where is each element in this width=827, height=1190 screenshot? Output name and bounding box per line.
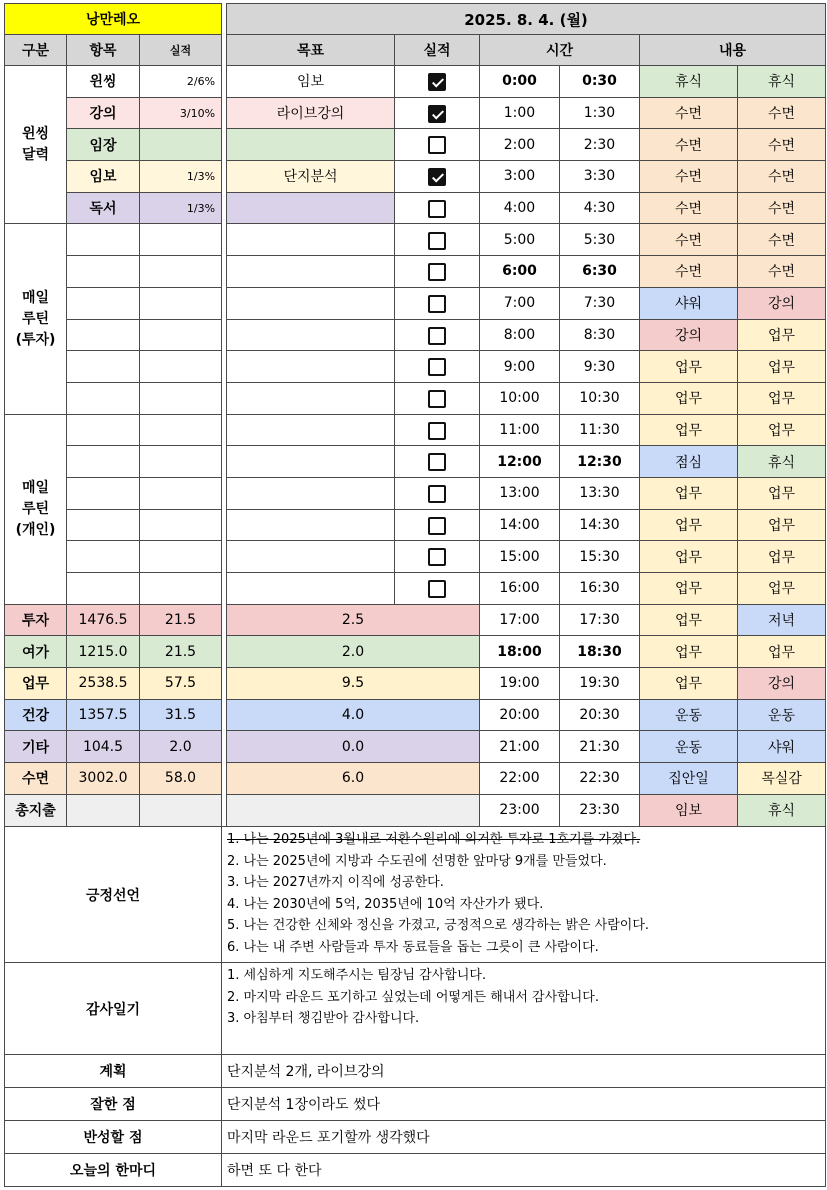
text-line: 4. 나는 2030년에 5억, 2035년에 10억 자산가가 됐다. (227, 896, 544, 912)
activity-first: 운동 (640, 699, 738, 731)
empty-checkbox[interactable] (428, 422, 446, 440)
check-cell[interactable] (395, 319, 480, 351)
check-cell[interactable] (395, 351, 480, 383)
check-cell[interactable] (395, 446, 480, 478)
journal-table (4, 826, 826, 1187)
time-start: 19:00 (480, 668, 560, 700)
summary-goal: 0.0 (227, 731, 480, 763)
check-cell[interactable] (395, 477, 480, 509)
time-start: 22:00 (480, 763, 560, 795)
time-start: 21:00 (480, 731, 560, 763)
activity-second: 업무 (738, 477, 826, 509)
activity-second: 강의 (738, 668, 826, 700)
routine-item (67, 319, 140, 351)
goal-cell (227, 541, 395, 573)
time-start: 5:00 (480, 224, 560, 256)
header-content: 내용 (640, 35, 826, 66)
summary-goal: 9.5 (227, 668, 480, 700)
text-line: 5. 나는 건강한 신체와 정신을 가졌고, 긍정적으로 생각하는 밝은 사람이다. (227, 918, 650, 933)
activity-second: 강의 (738, 287, 826, 319)
plan-label: 계획 (5, 1055, 222, 1088)
routine-result (140, 477, 222, 509)
check-cell[interactable] (395, 541, 480, 573)
time-start: 13:00 (480, 477, 560, 509)
routine-result (140, 541, 222, 573)
empty-checkbox[interactable] (428, 548, 446, 566)
summary-label: 투자 (5, 604, 67, 636)
routine-item (67, 287, 140, 319)
winsing-result (140, 129, 222, 161)
activity-second: 업무 (738, 351, 826, 383)
goal-cell (227, 129, 395, 161)
routine-result (140, 319, 222, 351)
check-cell[interactable] (395, 414, 480, 446)
routine-item (67, 414, 140, 446)
summary-today: 31.5 (140, 699, 222, 731)
text-line: 1. 세심하게 지도해주시는 팀장님 감사합니다. (227, 968, 487, 983)
routine-item (67, 224, 140, 256)
empty-checkbox[interactable] (428, 327, 446, 345)
activity-first: 강의 (640, 319, 738, 351)
empty-checkbox[interactable] (428, 295, 446, 313)
summary-label: 수면 (5, 763, 67, 795)
activity-first: 업무 (640, 351, 738, 383)
routine-item (67, 382, 140, 414)
summary-label: 여가 (5, 636, 67, 668)
time-end: 20:30 (560, 699, 640, 731)
empty-checkbox[interactable] (428, 232, 446, 250)
summary-today: 57.5 (140, 668, 222, 700)
checked-checkbox[interactable] (428, 168, 446, 186)
summary-total (67, 794, 140, 826)
time-start: 16:00 (480, 573, 560, 605)
time-start: 7:00 (480, 287, 560, 319)
summary-label: 업무 (5, 668, 67, 700)
time-start: 14:00 (480, 509, 560, 541)
goal-cell (227, 509, 395, 541)
summary-label: 총지출 (5, 794, 67, 826)
check-cell[interactable] (395, 382, 480, 414)
time-end: 12:30 (560, 446, 640, 478)
summary-today (140, 794, 222, 826)
activity-second: 샤워 (738, 731, 826, 763)
winsing-result: 2/6% (140, 66, 222, 98)
time-end: 17:30 (560, 604, 640, 636)
empty-checkbox[interactable] (428, 390, 446, 408)
activity-second: 업무 (738, 573, 826, 605)
winsing-result: 3/10% (140, 97, 222, 129)
empty-checkbox[interactable] (428, 200, 446, 218)
activity-second: 목실감 (738, 763, 826, 795)
summary-total: 1476.5 (67, 604, 140, 636)
summary-total: 1357.5 (67, 699, 140, 731)
activity-first: 업무 (640, 636, 738, 668)
goal-cell (227, 192, 395, 224)
routine-result (140, 256, 222, 288)
summary-total: 104.5 (67, 731, 140, 763)
goal-cell (227, 414, 395, 446)
routine-item (67, 573, 140, 605)
goal-cell (227, 573, 395, 605)
summary-goal: 4.0 (227, 699, 480, 731)
goal-cell (227, 256, 395, 288)
activity-second: 휴식 (738, 446, 826, 478)
text-line: 3. 아침부터 챙김받아 감사합니다. (227, 1011, 420, 1026)
activity-first: 수면 (640, 256, 738, 288)
winsing-item: 독서 (67, 192, 140, 224)
routine-result (140, 509, 222, 541)
time-start: 8:00 (480, 319, 560, 351)
time-end: 8:30 (560, 319, 640, 351)
time-end: 21:30 (560, 731, 640, 763)
header-item: 항목 (67, 35, 140, 66)
winsing-result: 1/3% (140, 161, 222, 193)
check-cell[interactable] (395, 161, 480, 193)
routine-item (67, 446, 140, 478)
time-end: 7:30 (560, 287, 640, 319)
time-end: 16:30 (560, 573, 640, 605)
gratitude-label: 감사일기 (5, 963, 222, 1055)
time-start: 12:00 (480, 446, 560, 478)
reflect-label: 반성할 점 (5, 1121, 222, 1154)
activity-second: 업무 (738, 541, 826, 573)
summary-today: 58.0 (140, 763, 222, 795)
goal-cell: 라이브강의 (227, 97, 395, 129)
activity-second: 업무 (738, 414, 826, 446)
time-start: 0:00 (480, 66, 560, 98)
goal-cell (227, 319, 395, 351)
goal-cell: 단지분석 (227, 161, 395, 193)
time-end: 0:30 (560, 66, 640, 98)
time-start: 23:00 (480, 794, 560, 826)
routine-item (67, 541, 140, 573)
time-end: 5:30 (560, 224, 640, 256)
empty-checkbox[interactable] (428, 485, 446, 503)
check-cell[interactable] (395, 129, 480, 161)
activity-second: 운동 (738, 699, 826, 731)
planner-title: 낭만레오 (5, 4, 222, 35)
activity-second: 수면 (738, 192, 826, 224)
routine-item (67, 256, 140, 288)
time-end: 13:30 (560, 477, 640, 509)
time-end: 15:30 (560, 541, 640, 573)
text-line: 6. 나는 내 주변 사람들과 투자 동료들을 돕는 그릇이 큰 사람이다. (227, 939, 599, 955)
text-line: 2. 마지막 라운드 포기하고 싶었는데 어떻게든 해내서 감사합니다. (227, 989, 599, 1005)
time-start: 15:00 (480, 541, 560, 573)
activity-first: 휴식 (640, 66, 738, 98)
activity-first: 점심 (640, 446, 738, 478)
check-cell[interactable] (395, 256, 480, 288)
checked-checkbox[interactable] (428, 105, 446, 123)
checked-checkbox[interactable] (428, 73, 446, 91)
good-label: 잘한 점 (5, 1088, 222, 1121)
routine-result (140, 351, 222, 383)
time-end: 14:30 (560, 509, 640, 541)
routine-item (67, 477, 140, 509)
activity-first: 수면 (640, 97, 738, 129)
affirmation-label: 긍정선언 (5, 827, 222, 963)
left-table (4, 3, 222, 827)
activity-first: 수면 (640, 129, 738, 161)
activity-second: 저녁 (738, 604, 826, 636)
check-cell[interactable] (395, 287, 480, 319)
summary-label: 건강 (5, 699, 67, 731)
goal-cell (227, 382, 395, 414)
activity-second: 업무 (738, 636, 826, 668)
activity-first: 업무 (640, 477, 738, 509)
group-label: 윈씽 달력 (5, 66, 67, 224)
empty-checkbox[interactable] (428, 358, 446, 376)
time-end: 4:30 (560, 192, 640, 224)
time-end: 9:30 (560, 351, 640, 383)
check-cell[interactable] (395, 509, 480, 541)
activity-second: 수면 (738, 129, 826, 161)
time-start: 18:00 (480, 636, 560, 668)
good-text: 단지분석 1장이라도 썼다 (222, 1088, 826, 1121)
time-end: 19:30 (560, 668, 640, 700)
activity-first: 업무 (640, 604, 738, 636)
goal-cell (227, 477, 395, 509)
activity-first: 수면 (640, 192, 738, 224)
activity-second: 업무 (738, 382, 826, 414)
empty-checkbox[interactable] (428, 136, 446, 154)
goal-cell (227, 446, 395, 478)
summary-goal: 6.0 (227, 763, 480, 795)
group-label: 매일 루틴 (투자) (5, 224, 67, 414)
activity-first: 운동 (640, 731, 738, 763)
goal-cell (227, 351, 395, 383)
routine-item (67, 509, 140, 541)
summary-goal: 2.0 (227, 636, 480, 668)
time-start: 9:00 (480, 351, 560, 383)
plan-text: 단지분석 2개, 라이브강의 (222, 1055, 826, 1088)
activity-first: 임보 (640, 794, 738, 826)
time-end: 11:30 (560, 414, 640, 446)
activity-first: 업무 (640, 509, 738, 541)
winsing-item: 강의 (67, 97, 140, 129)
summary-today: 21.5 (140, 604, 222, 636)
time-start: 20:00 (480, 699, 560, 731)
time-end: 1:30 (560, 97, 640, 129)
empty-checkbox[interactable] (428, 517, 446, 535)
winsing-item: 임장 (67, 129, 140, 161)
word-label: 오늘의 한마디 (5, 1154, 222, 1187)
time-end: 2:30 (560, 129, 640, 161)
summary-goal (227, 794, 480, 826)
routine-item (67, 351, 140, 383)
time-start: 4:00 (480, 192, 560, 224)
winsing-result: 1/3% (140, 192, 222, 224)
activity-second: 수면 (738, 224, 826, 256)
time-start: 11:00 (480, 414, 560, 446)
empty-checkbox[interactable] (428, 263, 446, 281)
time-end: 18:30 (560, 636, 640, 668)
activity-first: 집안일 (640, 763, 738, 795)
time-start: 3:00 (480, 161, 560, 193)
goal-cell (227, 224, 395, 256)
summary-total: 3002.0 (67, 763, 140, 795)
winsing-item: 임보 (67, 161, 140, 193)
check-cell[interactable] (395, 224, 480, 256)
summary-total: 1215.0 (67, 636, 140, 668)
check-cell[interactable] (395, 192, 480, 224)
activity-second: 휴식 (738, 794, 826, 826)
routine-result (140, 382, 222, 414)
header-check: 실적 (395, 35, 480, 66)
goal-cell (227, 287, 395, 319)
affirmation-text (222, 827, 826, 963)
time-start: 10:00 (480, 382, 560, 414)
time-start: 17:00 (480, 604, 560, 636)
goal-cell: 임보 (227, 66, 395, 98)
activity-first: 업무 (640, 382, 738, 414)
activity-first: 업무 (640, 573, 738, 605)
time-end: 22:30 (560, 763, 640, 795)
time-start: 2:00 (480, 129, 560, 161)
reflect-text: 마지막 라운드 포기할까 생각했다 (222, 1121, 826, 1154)
activity-first: 수면 (640, 224, 738, 256)
activity-first: 수면 (640, 161, 738, 193)
time-end: 6:30 (560, 256, 640, 288)
time-end: 23:30 (560, 794, 640, 826)
summary-label: 기타 (5, 731, 67, 763)
time-end: 10:30 (560, 382, 640, 414)
check-cell[interactable] (395, 66, 480, 98)
time-end: 3:30 (560, 161, 640, 193)
time-start: 6:00 (480, 256, 560, 288)
header-category: 구분 (5, 35, 67, 66)
text-line: 2. 나는 2025년에 지방과 수도권에 선명한 앞마당 9개를 만들었다. (227, 853, 607, 869)
empty-checkbox[interactable] (428, 580, 446, 598)
activity-second: 수면 (738, 161, 826, 193)
activity-first: 업무 (640, 414, 738, 446)
time-start: 1:00 (480, 97, 560, 129)
summary-today: 2.0 (140, 731, 222, 763)
summary-goal: 2.5 (227, 604, 480, 636)
activity-second: 업무 (738, 319, 826, 351)
routine-result (140, 573, 222, 605)
text-line: 1. 나는 2025년에 3월내로 저환수원리에 의거한 투자로 1호기를 가졌다. (227, 832, 641, 847)
activity-first: 업무 (640, 541, 738, 573)
activity-second: 수면 (738, 256, 826, 288)
schedule-table (226, 3, 826, 827)
activity-first: 업무 (640, 668, 738, 700)
group-label: 매일 루틴 (개인) (5, 414, 67, 604)
routine-result (140, 414, 222, 446)
summary-today: 21.5 (140, 636, 222, 668)
routine-result (140, 446, 222, 478)
text-line: 3. 나는 2027년까지 이직에 성공한다. (227, 875, 444, 890)
check-cell[interactable] (395, 97, 480, 129)
routine-result (140, 287, 222, 319)
empty-checkbox[interactable] (428, 453, 446, 471)
gratitude-text (222, 963, 826, 1055)
activity-second: 업무 (738, 509, 826, 541)
header-goal: 목표 (227, 35, 395, 66)
activity-second: 수면 (738, 97, 826, 129)
word-text: 하면 또 다 한다 (222, 1154, 826, 1187)
header-time: 시간 (480, 35, 640, 66)
header-result: 실적 (140, 35, 222, 66)
check-cell[interactable] (395, 573, 480, 605)
winsing-item: 윈씽 (67, 66, 140, 98)
routine-result (140, 224, 222, 256)
date-header: 2025. 8. 4. (월) (227, 4, 826, 35)
activity-first: 샤워 (640, 287, 738, 319)
summary-total: 2538.5 (67, 668, 140, 700)
activity-second: 휴식 (738, 66, 826, 98)
